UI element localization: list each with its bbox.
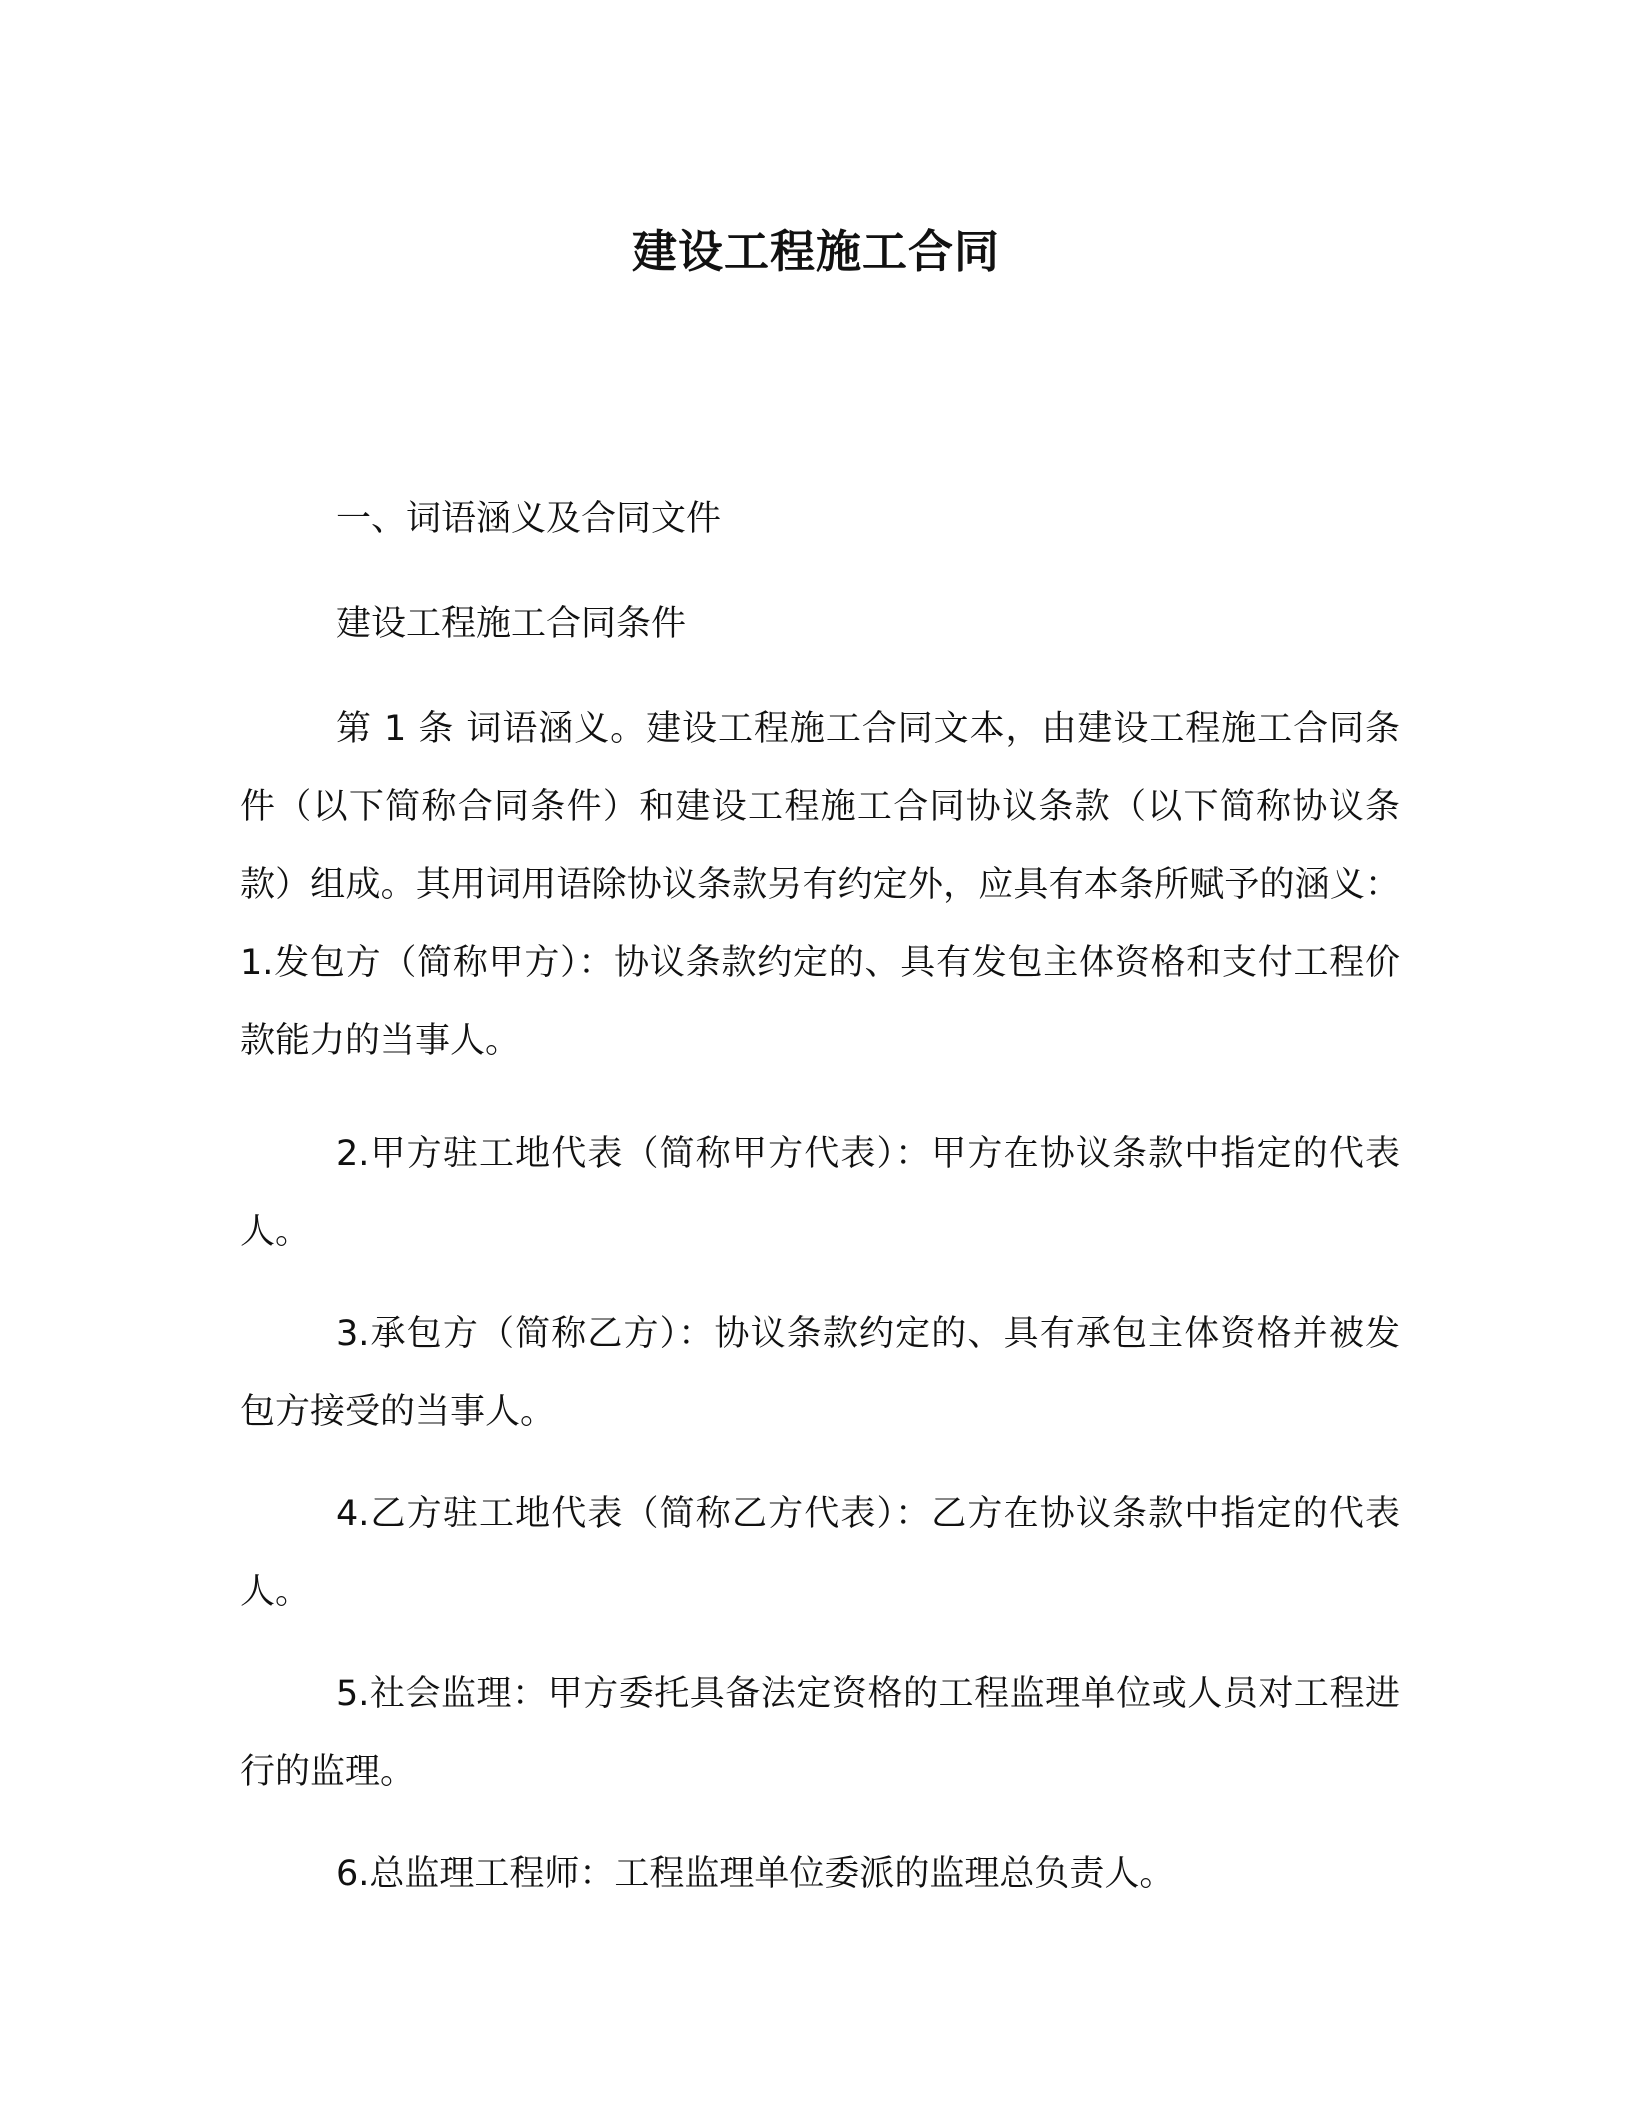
paragraph-article-1: 第 1 条 词语涵义。建设工程施工合同文本，由建设工程施工合同条件（以下简称合同条件）和建设工程施工合同协议条款（以下简称协议条款）组成。其用词用语除协议条款另有约定外，应具有本条所赋予的涵义：1.发包方（简称甲方）：协议条款约定的、具有发包主体资格和支付工程价款能力的当事人。 [240, 709, 1400, 1061]
paragraph-item-4: 4.乙方驻工地代表（简称乙方代表）：乙方在协议条款中指定的代表人。 [240, 1494, 1400, 1612]
subheading: 建设工程施工合同条件 [336, 604, 687, 644]
paragraph-item-5: 5.社会监理：甲方委托具备法定资格的工程监理单位或人员对工程进行的监理。 [240, 1674, 1400, 1792]
document-title: 建设工程施工合同 [631, 225, 1000, 278]
paragraph-item-2: 2.甲方驻工地代表（简称甲方代表）：甲方在协议条款中指定的代表人。 [240, 1134, 1400, 1252]
section-heading: 一、词语涵义及合同文件 [336, 499, 722, 539]
paragraph-item-6: 6.总监理工程师：工程监理单位委派的监理总负责人。 [336, 1854, 1175, 1894]
paragraph-item-3: 3.承包方（简称乙方）：协议条款约定的、具有承包主体资格并被发包方接受的当事人。 [240, 1314, 1400, 1432]
